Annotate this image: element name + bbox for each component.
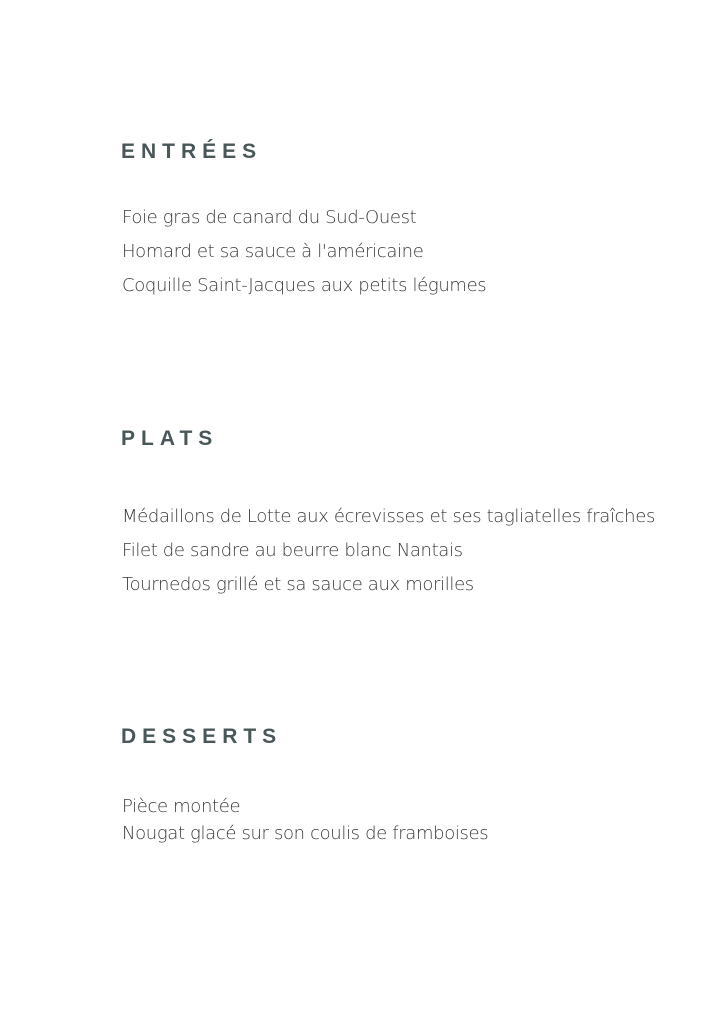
dish-item: Médaillons de Lotte aux écrevisses et ses tagliatelles fraîches bbox=[122, 506, 655, 527]
dish-list-plats bbox=[122, 500, 655, 602]
dish-item: Foie gras de canard du Sud-Ouest bbox=[122, 207, 417, 228]
section-title-desserts: DESSERTS bbox=[121, 725, 283, 748]
section-title-entrees: ENTRÉES bbox=[121, 140, 263, 163]
dish-item: Pièce montée bbox=[122, 796, 241, 817]
dish-list-desserts bbox=[122, 793, 488, 847]
dish-item: Nougat glacé sur son coulis de framboises bbox=[122, 823, 489, 844]
section-title-plats: PLATS bbox=[121, 427, 219, 450]
dish-list-entrees bbox=[122, 201, 486, 303]
dish-item: Homard et sa sauce à l'américaine bbox=[122, 241, 424, 262]
dish-item: Filet de sandre au beurre blanc Nantais bbox=[122, 540, 463, 561]
dish-item: Tournedos grillé et sa sauce aux morilles bbox=[122, 574, 474, 595]
dish-item: Coquille Saint-Jacques aux petits légumes bbox=[122, 275, 487, 296]
